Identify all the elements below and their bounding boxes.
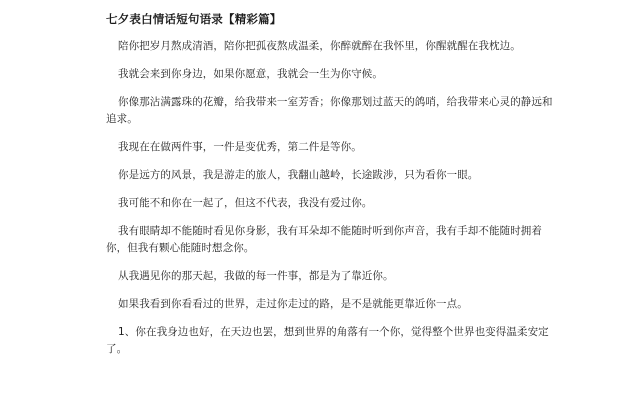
paragraph: 我可能不和你在一起了，但这不代表，我没有爱过你。 — [118, 197, 373, 209]
paragraph: 从我遇见你的那天起，我做的每一件事，都是为了靠近你。 — [118, 270, 394, 282]
left-margin — [0, 0, 96, 400]
paragraph: 如果我看到你看看过的世界，走过你走过的路，是不是就能更靠近你一点。 — [118, 298, 468, 310]
paragraph: 你是远方的风景，我是游走的旅人，我翻山越岭，长途跋涉，只为看你一眼。 — [118, 169, 479, 181]
right-margin — [568, 0, 640, 400]
paragraph: 我有眼睛却不能随时看见你身影，我有耳朵却不能随时听到你声音，我有手却不能随时拥着你，但我有颗心能随时想念你。 — [106, 225, 542, 254]
paragraph: 你像那沾满露珠的花瓣，给我带来一室芳香；你像那划过蓝天的鸽哨，给我带来心灵的静远和追求。 — [106, 96, 553, 125]
document-content — [96, 0, 568, 400]
paragraph: 1、你在我身边也好，在天边也罢，想到世界的角落有一个你，觉得整个世界也变得温柔安定了。 — [106, 326, 549, 355]
page-title: 七夕表白情话短句语录【精彩篇】 — [106, 12, 282, 26]
paragraph: 陪你把岁月熬成清酒，陪你把孤夜熬成温柔，你醉就醉在我怀里，你醒就醒在我枕边。 — [118, 40, 521, 52]
paragraph: 我就会来到你身边，如果你愿意，我就会一生为你守候。 — [118, 68, 383, 80]
paragraph: 我现在在做两件事，一件是变优秀，第二件是等你。 — [118, 141, 362, 153]
